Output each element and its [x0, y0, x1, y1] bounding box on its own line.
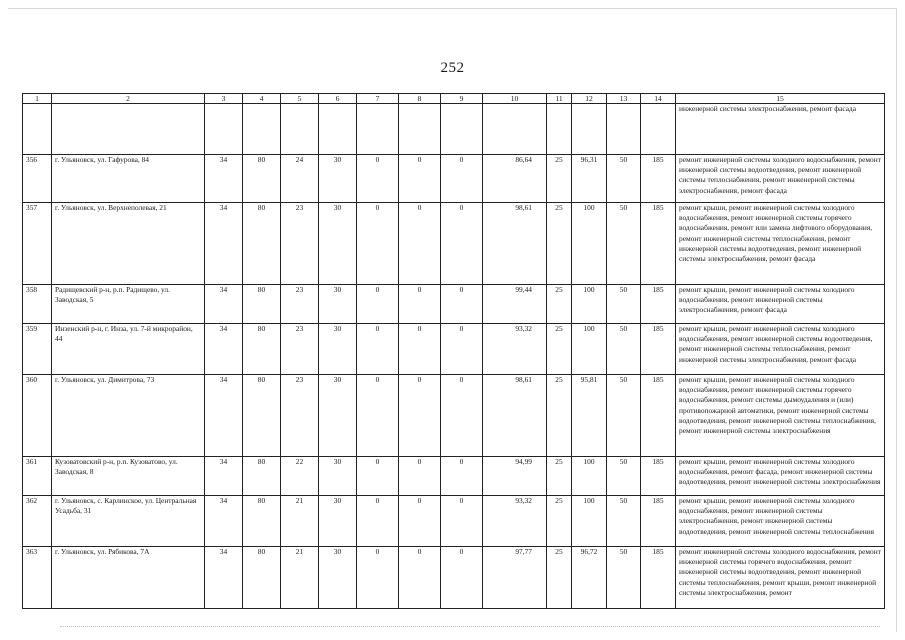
value-cell: 34: [205, 375, 243, 457]
row-number-cell: 362: [23, 496, 52, 547]
value-cell: 0: [441, 496, 483, 547]
value-cell: 0: [399, 155, 441, 203]
value-cell: 0: [357, 375, 399, 457]
column-number: 3: [205, 94, 243, 104]
value-cell: 0: [399, 547, 441, 609]
value-cell: 25: [547, 203, 572, 285]
value-cell: 185: [641, 155, 676, 203]
value-cell: 96,31: [572, 155, 607, 203]
continuation-row: [23, 104, 885, 155]
value-cell: 25: [547, 457, 572, 496]
value-cell: 185: [641, 496, 676, 547]
column-number: 1: [23, 94, 52, 104]
column-number: 12: [572, 94, 607, 104]
register-table: [22, 93, 885, 609]
value-cell: 80: [243, 496, 281, 547]
value-cell: 34: [205, 496, 243, 547]
works-cell: ремонт крыши, ремонт инженерной системы холодного водоснабжения, ремонт инженерной системы электроснабжения, ремонт инженерной системы водоотведения, ремонт инженерной системы теплоснабжения: [676, 496, 885, 547]
column-number: 13: [607, 94, 641, 104]
table-row: [23, 547, 885, 609]
value-cell: 99,44: [483, 285, 547, 324]
column-number: 7: [357, 94, 399, 104]
value-cell: 21: [281, 547, 319, 609]
value-cell: 30: [319, 203, 357, 285]
value-cell: 97,77: [483, 547, 547, 609]
address-cell: г. Ульяновск, ул. Рябикова, 7А: [52, 547, 205, 609]
row-number-cell: 363: [23, 547, 52, 609]
value-cell: 86,64: [483, 155, 547, 203]
row-number-cell: 357: [23, 203, 52, 285]
address-cell: г. Ульяновск, ул. Димитрова, 73: [52, 375, 205, 457]
table-row: [23, 203, 885, 285]
value-cell: 185: [641, 457, 676, 496]
value-cell: 0: [357, 155, 399, 203]
value-cell: 96,72: [572, 547, 607, 609]
address-cell: г. Ульяновск, ул. Гафурова, 84: [52, 155, 205, 203]
value-cell: 80: [243, 203, 281, 285]
value-cell: 22: [281, 457, 319, 496]
value-cell: 25: [547, 285, 572, 324]
value-cell: 50: [607, 285, 641, 324]
works-cell: ремонт крыши, ремонт инженерной системы холодного водоснабжения, ремонт инженерной системы горячего водоснабжения, ремонт системы дымоудаления и (или) противопожарной автоматики, ремонт инженерной системы водоотведения, ремонт инженерной системы теплоснабжения, ремонт инженерной системы электроснабжения: [676, 375, 885, 457]
row-number-cell: 356: [23, 155, 52, 203]
value-cell: 100: [572, 285, 607, 324]
value-cell: 30: [319, 547, 357, 609]
value-cell: 185: [641, 324, 676, 375]
row-number-cell: 360: [23, 375, 52, 457]
table-row: [23, 375, 885, 457]
value-cell: 0: [441, 547, 483, 609]
value-cell: 34: [205, 457, 243, 496]
value-cell: 30: [319, 324, 357, 375]
value-cell: 0: [357, 285, 399, 324]
value-cell: 30: [319, 285, 357, 324]
column-number: 6: [319, 94, 357, 104]
value-cell: 98,61: [483, 203, 547, 285]
table-row: [23, 324, 885, 375]
value-cell: 50: [607, 155, 641, 203]
value-cell: 50: [607, 457, 641, 496]
value-cell: 100: [572, 496, 607, 547]
column-number: 10: [483, 94, 547, 104]
value-cell: 24: [281, 155, 319, 203]
works-cell: ремонт крыши, ремонт инженерной системы холодного водоснабжения, ремонт инженерной системы горячего водоснабжения, ремонт или замена лифтового оборудования, ремонт инженерной системы теплоснабжения, ремонт инженерной системы водоотведения, ремонт инженерной системы электроснабжения, ремонт фасада: [676, 203, 885, 285]
row-number-cell: 359: [23, 324, 52, 375]
column-number: 11: [547, 94, 572, 104]
value-cell: 25: [547, 155, 572, 203]
value-cell: 50: [607, 203, 641, 285]
value-cell: 93,32: [483, 496, 547, 547]
value-cell: 100: [572, 457, 607, 496]
table-row: [23, 155, 885, 203]
value-cell: 80: [243, 155, 281, 203]
value-cell: 25: [547, 496, 572, 547]
column-number: 9: [441, 94, 483, 104]
value-cell: 23: [281, 324, 319, 375]
works-cell: ремонт крыши, ремонт инженерной системы холодного водоснабжения, ремонт инженерной системы водоотведения, ремонт инженерной системы теплоснабжения, ремонт инженерной системы электроснабжения, ремонт фасада: [676, 324, 885, 375]
value-cell: 25: [547, 375, 572, 457]
value-cell: 23: [281, 285, 319, 324]
value-cell: 93,32: [483, 324, 547, 375]
value-cell: 50: [607, 324, 641, 375]
value-cell: 0: [399, 457, 441, 496]
value-cell: 30: [319, 375, 357, 457]
value-cell: 0: [399, 285, 441, 324]
value-cell: 100: [572, 324, 607, 375]
value-cell: 80: [243, 324, 281, 375]
value-cell: 80: [243, 375, 281, 457]
value-cell: 50: [607, 375, 641, 457]
value-cell: 23: [281, 203, 319, 285]
address-cell: Кузоватовский р-н, р.п. Кузоватово, ул. Заводская, 8: [52, 457, 205, 496]
value-cell: 185: [641, 375, 676, 457]
value-cell: 185: [641, 547, 676, 609]
address-cell: г. Ульяновск, с. Карлинское, ул. Центральная Усадьба, 31: [52, 496, 205, 547]
value-cell: 30: [319, 496, 357, 547]
value-cell: 100: [572, 203, 607, 285]
scan-artifact: [60, 626, 880, 629]
value-cell: 0: [441, 155, 483, 203]
works-cell: ремонт инженерной системы холодного водоснабжения, ремонт инженерной системы горячего водоснабжения, ремонт инженерной системы водоотведения, ремонт инженерной системы теплоснабжения, ремонт крыши, ремонт инженерной системы электроснабжения, ремонт: [676, 547, 885, 609]
page-number: 252: [440, 60, 465, 76]
value-cell: 0: [399, 203, 441, 285]
table-row: [23, 496, 885, 547]
value-cell: 0: [357, 547, 399, 609]
row-number-cell: 358: [23, 285, 52, 324]
value-cell: 94,99: [483, 457, 547, 496]
value-cell: 0: [399, 324, 441, 375]
value-cell: 185: [641, 285, 676, 324]
value-cell: 23: [281, 375, 319, 457]
column-number: 8: [399, 94, 441, 104]
value-cell: 0: [441, 457, 483, 496]
value-cell: 95,81: [572, 375, 607, 457]
value-cell: 34: [205, 547, 243, 609]
value-cell: 50: [607, 547, 641, 609]
value-cell: 0: [441, 324, 483, 375]
value-cell: 0: [399, 375, 441, 457]
value-cell: 0: [357, 324, 399, 375]
value-cell: 34: [205, 285, 243, 324]
value-cell: 80: [243, 547, 281, 609]
table-row: [23, 457, 885, 496]
value-cell: 34: [205, 324, 243, 375]
column-number: 15: [676, 94, 885, 104]
value-cell: 25: [547, 324, 572, 375]
value-cell: 30: [319, 155, 357, 203]
value-cell: 34: [205, 155, 243, 203]
value-cell: 50: [607, 496, 641, 547]
value-cell: 0: [441, 375, 483, 457]
value-cell: 34: [205, 203, 243, 285]
address-cell: Инзенский р-н, г. Инза, ул. 7-й микрорайон, 44: [52, 324, 205, 375]
column-number: 5: [281, 94, 319, 104]
table-body: [23, 94, 885, 609]
value-cell: 0: [357, 203, 399, 285]
value-cell: 80: [243, 457, 281, 496]
address-cell: г. Ульяновск, ул. Верхнеполевая, 21: [52, 203, 205, 285]
value-cell: 0: [357, 496, 399, 547]
column-number: 2: [52, 94, 205, 104]
column-number-row: [23, 94, 885, 104]
value-cell: 0: [399, 496, 441, 547]
value-cell: 0: [441, 285, 483, 324]
works-cell: инженерной системы электроснабжения, ремонт фасада: [676, 104, 885, 155]
value-cell: 185: [641, 203, 676, 285]
works-cell: ремонт крыши, ремонт инженерной системы холодного водоснабжения, ремонт фасада, ремонт инженерной системы водоотведения, ремонт инженерной системы электроснабжения: [676, 457, 885, 496]
value-cell: 0: [357, 457, 399, 496]
value-cell: 0: [441, 203, 483, 285]
value-cell: 25: [547, 547, 572, 609]
address-cell: Радищевский р-н, р.п. Радищево, ул. Заводская, 5: [52, 285, 205, 324]
value-cell: 21: [281, 496, 319, 547]
value-cell: 30: [319, 457, 357, 496]
value-cell: 98,61: [483, 375, 547, 457]
column-number: 4: [243, 94, 281, 104]
column-number: 14: [641, 94, 676, 104]
row-number-cell: 361: [23, 457, 52, 496]
works-cell: ремонт инженерной системы холодного водоснабжения, ремонт инженерной системы водоотведения, ремонт инженерной системы теплоснабжения, ремонт инженерной системы электроснабжения, ремонт фасада: [676, 155, 885, 203]
value-cell: 80: [243, 285, 281, 324]
table-row: [23, 285, 885, 324]
works-cell: ремонт крыши, ремонт инженерной системы холодного водоснабжения, ремонт инженерной системы электроснабжения, ремонт фасада: [676, 285, 885, 324]
